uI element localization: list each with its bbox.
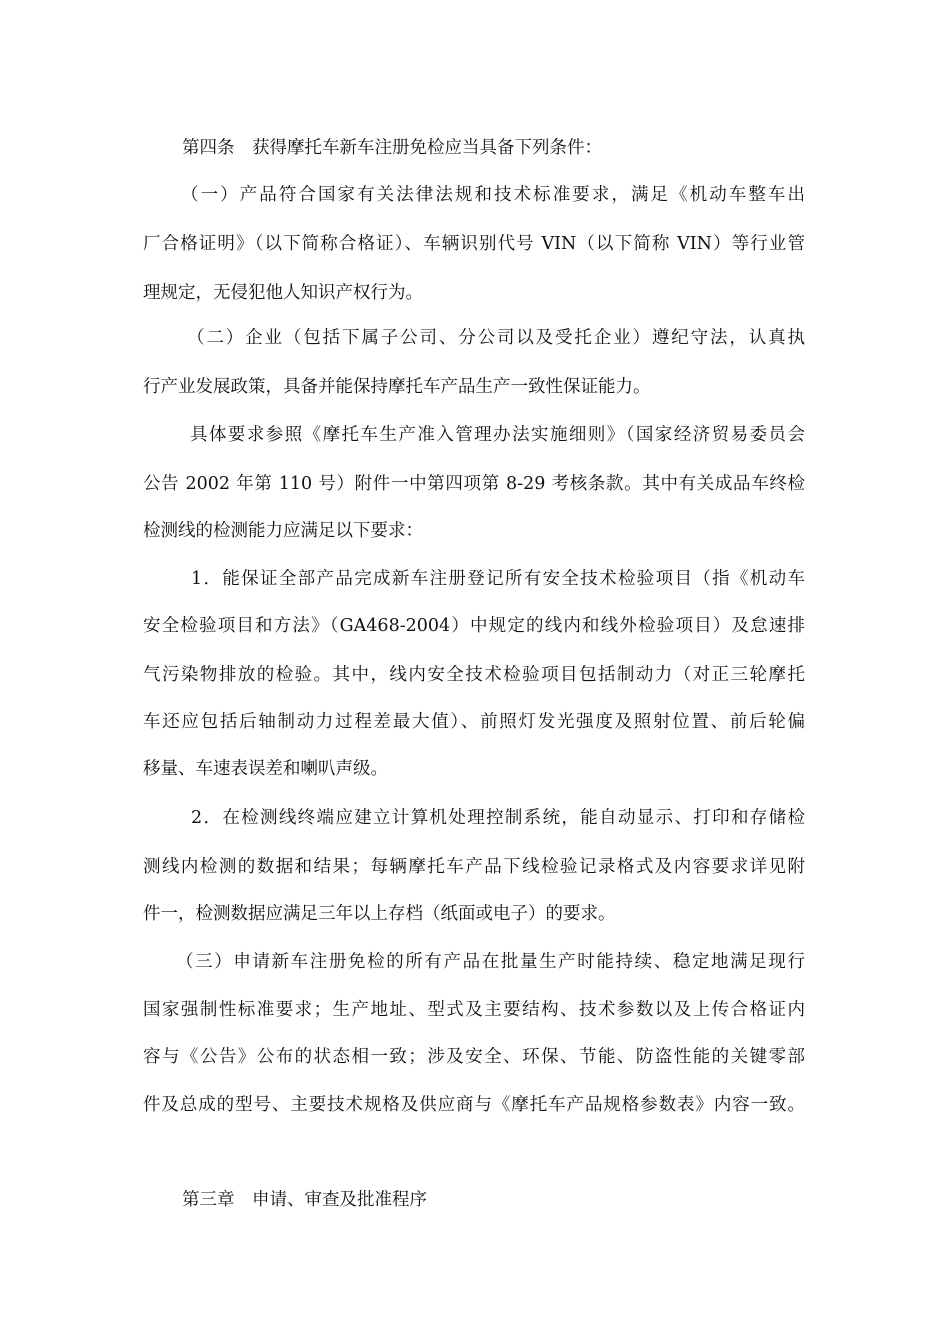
paragraph-line: （三）申请新车注册免检的所有产品在批量生产时能持续、稳定地满足现行 xyxy=(176,952,805,972)
paragraph-line: 件一，检测数据应满足三年以上存档（纸面或电子）的要求。 xyxy=(143,904,616,924)
paragraph-line: 1．能保证全部产品完成新车注册登记所有安全技术检验项目（指《机动车 xyxy=(191,569,805,589)
paragraph-line: 移量、车速表误差和喇叭声级。 xyxy=(143,759,388,779)
paragraph-line: 安全检验项目和方法》（GA468-2004）中规定的线内和线外检验项目）及怠速排 xyxy=(143,616,805,636)
chapter-3-heading: 第三章 申请、审查及批准程序 xyxy=(182,1190,427,1210)
paragraph-line: 厂合格证明》（以下简称合格证）、车辆识别代号 VIN（以下简称 VIN）等行业管 xyxy=(143,234,805,254)
paragraph-line: 行产业发展政策，具备并能保持摩托车产品生产一致性保证能力。 xyxy=(143,377,651,397)
paragraph-line: 容与《公告》公布的状态相一致；涉及安全、环保、节能、防盗性能的关键零部 xyxy=(143,1047,805,1067)
article-4-heading: 第四条 获得摩托车新车注册免检应当具备下列条件： xyxy=(182,138,602,158)
paragraph-line: 件及总成的型号、主要技术规格及供应商与《摩托车产品规格参数表》内容一致。 xyxy=(143,1095,805,1115)
paragraph-line: 国家强制性标准要求；生产地址、型式及主要结构、技术参数以及上传合格证内 xyxy=(143,1000,805,1020)
paragraph-line: 公告 2002 年第 110 号）附件一中第四项第 8-29 考核条款。其中有关成品车终检 xyxy=(143,474,805,494)
paragraph-line: 检测线的检测能力应满足以下要求： xyxy=(143,521,423,541)
paragraph-line: 测线内检测的数据和结果；每辆摩托车产品下线检验记录格式及内容要求详见附 xyxy=(143,857,805,877)
paragraph-line: 2．在检测线终端应建立计算机处理控制系统，能自动显示、打印和存储检 xyxy=(191,808,805,828)
paragraph-line: 具体要求参照《摩托车生产准入管理办法实施细则》（国家经济贸易委员会 xyxy=(190,425,805,445)
paragraph-line: 气污染物排放的检验。其中，线内安全技术检验项目包括制动力（对正三轮摩托 xyxy=(143,665,805,685)
paragraph-line: 车还应包括后轴制动力过程差最大值）、前照灯发光强度及照射位置、前后轮偏 xyxy=(143,712,805,732)
paragraph-line: 理规定，无侵犯他人知识产权行为。 xyxy=(143,283,423,303)
paragraph-line: （一）产品符合国家有关法律法规和技术标准要求，满足《机动车整车出 xyxy=(181,185,805,205)
paragraph-line: （二）企业（包括下属子公司、分公司以及受托企业）遵纪守法，认真执 xyxy=(187,328,805,348)
